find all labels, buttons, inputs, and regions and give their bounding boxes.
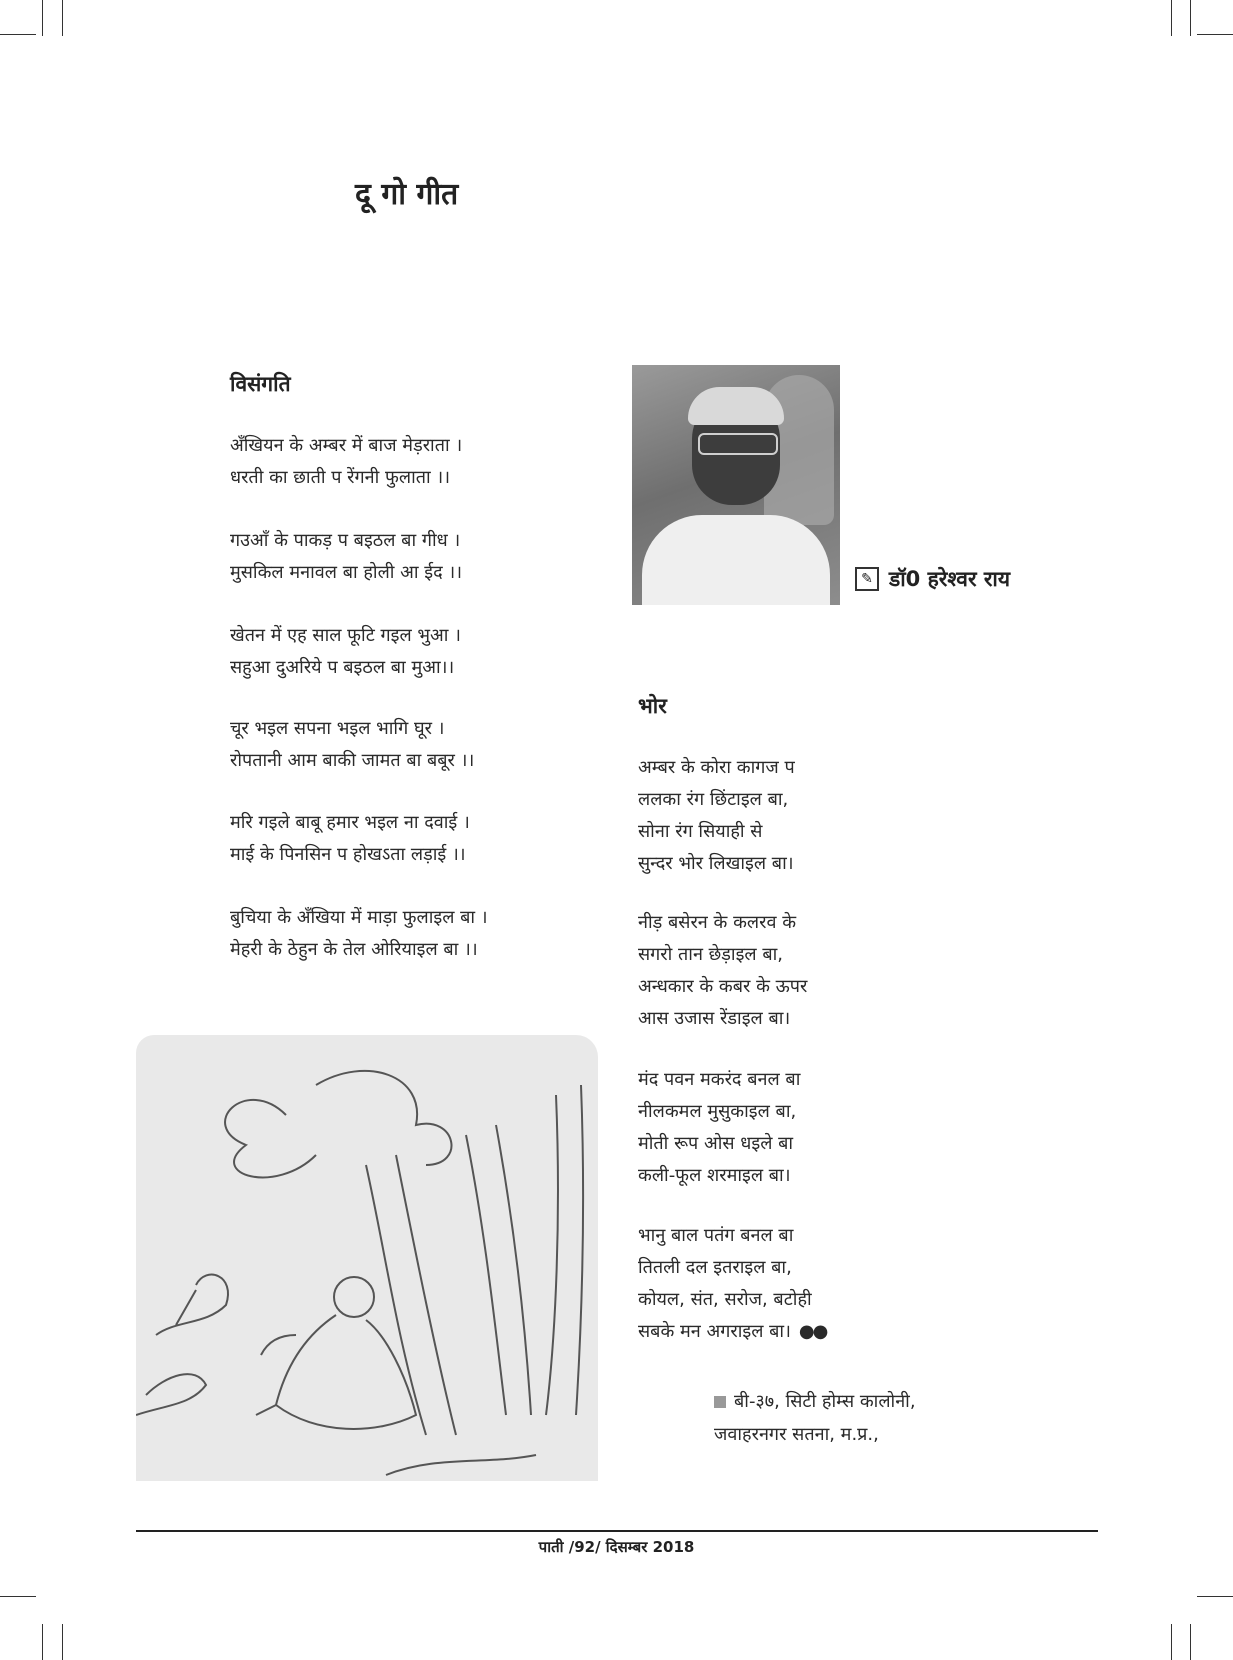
poem-line: रोपतानी आम बाकी जामत बा बबूर ।। — [230, 750, 475, 771]
poem2-heading: भोर — [638, 693, 667, 718]
crop-mark — [1197, 34, 1233, 35]
crop-mark — [42, 1624, 43, 1660]
poem1-stanza — [230, 713, 474, 777]
author-byline — [855, 565, 1010, 593]
poem-line: सोना रंग सियाही से — [638, 821, 763, 842]
page-title: दू गो गीत — [355, 177, 459, 212]
poem-line: कोयल, संत, सरोज, बटोही — [638, 1289, 812, 1310]
address-line: बी-३७, सिटी होम्स कालोनी, — [734, 1391, 916, 1412]
poem-line: मंद पवन मकरंद बनल बा — [638, 1069, 801, 1090]
address-line: जवाहरनगर सतना, म.प्र., — [714, 1424, 879, 1445]
bullet-square-icon — [714, 1396, 726, 1408]
poem-line: मरि गइले बाबू हमार भइल ना दवाई । — [230, 812, 470, 833]
poem-line: अम्बर के कोरा कागज प — [638, 757, 795, 778]
pen-icon: ✎ — [855, 567, 879, 591]
crop-mark — [1190, 1624, 1191, 1660]
end-mark: ●● — [798, 1321, 827, 1342]
sketch-illustration — [136, 1035, 598, 1481]
poem2-stanza — [638, 907, 807, 1035]
poem-line: नीड़ बसेरन के कलरव के — [638, 912, 797, 933]
poem-line: सगरो तान छेड़ाइल बा, — [638, 944, 784, 965]
poem-line: सुन्दर भोर लिखाइल बा। — [638, 853, 794, 874]
poem-line: सबके मन अगराइल बा। — [638, 1321, 791, 1342]
poem-line: आस उजास रेंडाइल बा। — [638, 1008, 791, 1029]
poem-line: सहुआ दुअरिये प बइठल बा मुआ।। — [230, 657, 455, 678]
footer-rule — [136, 1530, 1098, 1532]
address-block — [714, 1385, 916, 1451]
crop-mark — [1171, 0, 1172, 36]
author-name: डॉ0 हरेश्वर राय — [889, 567, 1011, 591]
poem1-heading: विसंगति — [230, 371, 291, 396]
poem-line: नीलकमल मुसुकाइल बा, — [638, 1101, 797, 1122]
poem2-stanza — [638, 1220, 826, 1348]
poem-line: ललका रंग छिंटाइल बा, — [638, 789, 789, 810]
poem-line: बुचिया के अँखिया में माड़ा फुलाइल बा । — [230, 907, 488, 928]
poem1-stanza — [230, 807, 470, 871]
crop-mark — [0, 34, 36, 35]
crop-mark — [62, 0, 63, 36]
poem-line: अन्धकार के कबर के ऊपर — [638, 976, 808, 997]
crop-mark — [0, 1596, 36, 1597]
crop-mark — [1197, 1596, 1233, 1597]
crop-mark — [62, 1624, 63, 1660]
poem1-stanza — [230, 620, 461, 684]
crop-mark — [1190, 0, 1191, 36]
poem-line: माई के पिनसिन प होखऽता लड़ाई ।। — [230, 844, 466, 865]
poem1-stanza — [230, 430, 462, 494]
poem-line: चूर भइल सपना भइल भागि घूर । — [230, 718, 445, 739]
poem-line: भानु बाल पतंग बनल बा — [638, 1225, 794, 1246]
poem1-stanza — [230, 525, 462, 589]
poem-line: अँखियन के अम्बर में बाज मेड़राता । — [230, 435, 463, 456]
crop-mark — [1171, 1624, 1172, 1660]
poem-line: खेतन में एह साल फूटि गइल भुआ । — [230, 625, 461, 646]
author-photo — [632, 365, 840, 605]
crop-mark — [42, 0, 43, 36]
poem-line: मेहरी के ठेहुन के तेल ओरियाइल बा ।। — [230, 939, 478, 960]
poem2-stanza — [638, 1064, 800, 1192]
poem-line: मुसकिल मनावल बा होली आ ईद ।। — [230, 562, 463, 583]
poem-line: मोती रूप ओस धइले बा — [638, 1133, 794, 1154]
poem2-stanza — [638, 752, 795, 880]
page-footer: पाती /92/ दिसम्बर 2018 — [538, 1538, 695, 1556]
poem-line: तितली दल इतराइल बा, — [638, 1257, 792, 1278]
poem-line: गउआँ के पाकड़ प बइठल बा गीध । — [230, 530, 461, 551]
poem-line: कली-फूल शरमाइल बा। — [638, 1165, 791, 1186]
poem-line: धरती का छाती प रेंगनी फुलाता ।। — [230, 467, 451, 488]
poem1-stanza — [230, 902, 488, 966]
